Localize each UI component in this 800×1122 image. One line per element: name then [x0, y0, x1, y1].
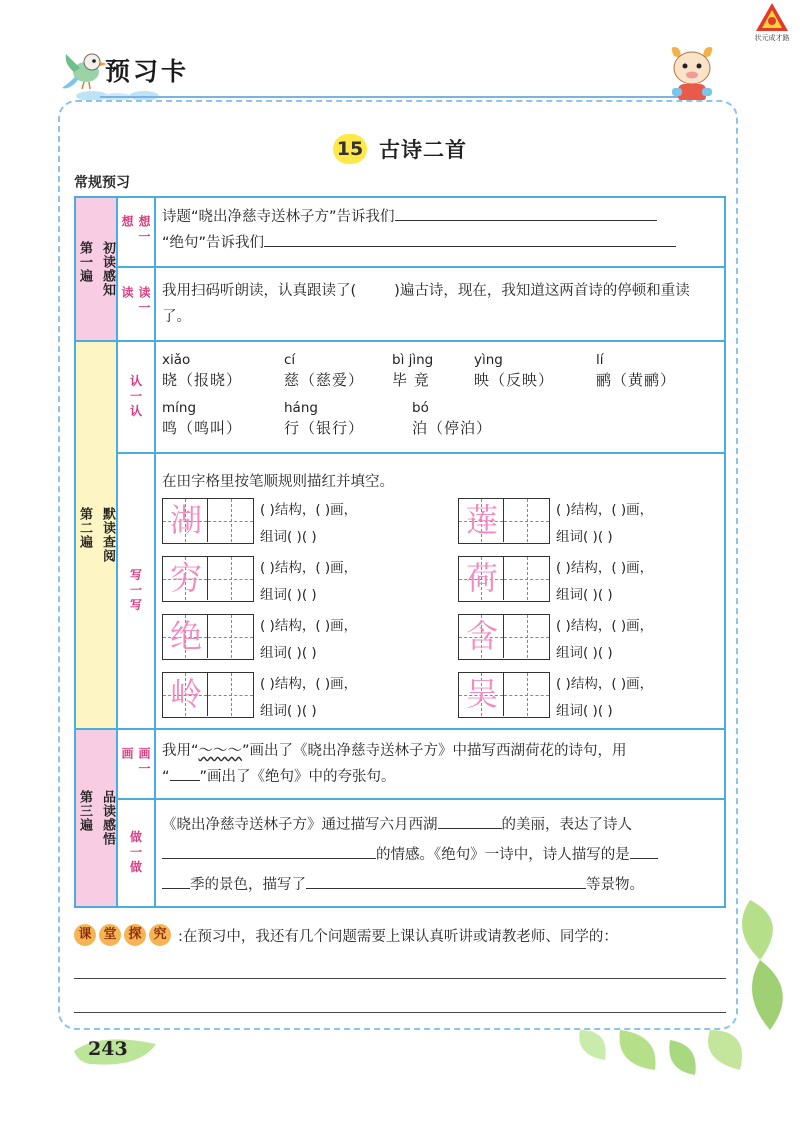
writing-block: [162, 614, 432, 668]
tianzige-grid[interactable]: [458, 672, 550, 718]
recognize-label-cell: [118, 342, 156, 452]
word-line[interactable]: 组词( )( ): [260, 645, 317, 661]
page-number: 243: [88, 1038, 128, 1060]
lesson-title: 古诗二首: [379, 138, 467, 162]
pinyin-row-1: [162, 350, 722, 398]
structure-strokes-line[interactable]: ( )结构，( )画，: [260, 502, 358, 518]
publisher-logo: [748, 2, 796, 46]
pass3-stage: [76, 730, 118, 906]
straight-line-mark: [170, 780, 200, 781]
inquiry-badge: 课: [74, 924, 96, 946]
write-label: 写一写: [128, 568, 143, 614]
tianzige-grid[interactable]: [162, 556, 254, 602]
inquiry-badge: 探: [124, 924, 146, 946]
section-label: 常规预习: [74, 175, 130, 191]
leaves-decoration: [560, 880, 800, 1080]
think-question-2: “绝句”告诉我们: [162, 235, 265, 251]
word-line[interactable]: 组词( )( ): [260, 703, 317, 719]
word-line[interactable]: 组词( )( ): [556, 529, 613, 545]
write-instruction: 在田字格里按笔顺规则描红并填空。: [162, 474, 394, 490]
tianzige-grid[interactable]: [162, 498, 254, 544]
lesson-heading: [0, 134, 800, 164]
pinyin-item: háng 行（银行）: [284, 400, 365, 437]
logo-text: 状元成才路: [754, 34, 790, 42]
pinyin-item: cí 慈（慈爱）: [284, 352, 365, 389]
think-question-1: 诗题“晓出净慈寺送林子方”告诉我们: [162, 209, 395, 225]
pinyin-item: lí 鹂（黄鹂）: [596, 352, 677, 389]
do-blank-5[interactable]: [306, 888, 586, 889]
draw-label-cell: [118, 730, 156, 798]
do-blank-2[interactable]: [162, 858, 376, 859]
writing-block: [162, 672, 432, 726]
trace-character: 莲: [465, 501, 498, 539]
trace-character: 穷: [169, 559, 202, 597]
think-content: [162, 204, 718, 256]
do-label-cell: [118, 800, 156, 906]
write-label-cell: [118, 454, 156, 728]
do-content: 《晓出净慈寺送林子方》通过描写六月西湖 的美丽，表达了诗人 的情感。《绝句》一诗中，诗人描写的是 季的景色，描写了 等景物。: [162, 810, 718, 900]
pinyin-item: bì jìng 毕 竟: [392, 352, 434, 389]
structure-strokes-line[interactable]: ( )结构，( )画，: [260, 560, 358, 576]
pass3-stage-label: 品读感悟: [100, 790, 115, 846]
pass2-stage-label: 默读查阅: [100, 507, 115, 563]
pinyin-grid: [162, 350, 722, 446]
think-answer-2[interactable]: [264, 246, 676, 247]
trace-character: 绝: [169, 617, 202, 655]
draw-content: 我用“～～～”画出了《晓出净慈寺送林子方》中描写西湖荷花的诗句，用 “ ”画出了《绝句》中的夸张句。: [162, 743, 627, 785]
do-label: 做一做: [128, 830, 143, 876]
read-text-a: 我用扫码听朗读，认真跟读了(: [162, 283, 357, 299]
mascot-icon: [662, 42, 722, 108]
structure-strokes-line[interactable]: ( )结构，( )画，: [556, 676, 654, 692]
inquiry-text: :在预习中，我还有几个问题需要上课认真听讲或请教老师、同学的：: [178, 928, 618, 945]
pinyin-item: xiǎo 晓（报晓）: [162, 352, 243, 389]
word-line[interactable]: 组词( )( ): [556, 703, 613, 719]
pass1-stage-label: 初读感知: [100, 241, 115, 297]
writing-block: [162, 556, 432, 610]
think-label: 想一想: [120, 215, 151, 245]
do-blank-3[interactable]: [630, 858, 658, 859]
pass2-row: [76, 340, 724, 728]
pass1-stage-number: 第一遍: [77, 241, 92, 283]
structure-strokes-line[interactable]: ( )结构，( )画，: [556, 618, 654, 634]
pinyin-item: míng 鸣（鸣叫）: [162, 400, 243, 437]
do-blank-1[interactable]: [438, 828, 502, 829]
lesson-number-badge: 15: [333, 134, 367, 164]
header-title: 预习卡: [105, 57, 190, 86]
writing-block: [458, 614, 728, 668]
triangle-logo-icon: [755, 2, 789, 32]
structure-strokes-line[interactable]: ( )结构，( )画，: [260, 676, 358, 692]
tianzige-grid[interactable]: [162, 614, 254, 660]
inquiry-badge: 堂: [99, 924, 121, 946]
structure-strokes-line[interactable]: ( )结构，( )画，: [556, 560, 654, 576]
writing-block: [458, 556, 728, 610]
do-blank-4[interactable]: [162, 888, 190, 889]
word-line[interactable]: 组词( )( ): [260, 587, 317, 603]
wavy-line-mark: ～～～: [198, 743, 243, 759]
tianzige-grid[interactable]: [458, 498, 550, 544]
pinyin-item: bó 泊（停泊）: [412, 400, 493, 437]
trace-character: 荷: [465, 559, 498, 597]
pass3-stage-number: 第三遍: [77, 790, 92, 832]
word-line[interactable]: 组词( )( ): [556, 645, 613, 661]
bird-icon: [60, 42, 110, 94]
pass1-row: [76, 198, 724, 340]
class-inquiry: [74, 924, 618, 946]
read-label-cell: [118, 268, 156, 340]
think-label-cell: [118, 198, 156, 266]
structure-strokes-line[interactable]: ( )结构，( )画，: [556, 502, 654, 518]
inquiry-badge: 究: [149, 924, 171, 946]
read-content: [162, 278, 718, 330]
word-line[interactable]: 组词( )( ): [556, 587, 613, 603]
trace-character: 含: [465, 617, 498, 655]
pass1-stage: [76, 198, 118, 340]
pass2-stage: [76, 342, 118, 728]
pass2-stage-number: 第二遍: [77, 507, 92, 549]
tianzige-grid[interactable]: [162, 672, 254, 718]
writing-block: [458, 498, 728, 552]
pinyin-item: yìng 映（反映）: [474, 352, 555, 389]
read-label: 读一读: [120, 286, 151, 316]
tianzige-grid[interactable]: [458, 556, 550, 602]
trace-character: 岭: [169, 675, 202, 713]
read-text-b: )遍古诗，现在，我知道这两首诗的停顿和重读了。: [162, 283, 690, 325]
writing-block: [162, 498, 432, 552]
tianzige-grid[interactable]: [458, 614, 550, 660]
preview-table: [74, 196, 726, 908]
pinyin-row-2: [162, 398, 722, 446]
word-line[interactable]: 组词( )( ): [260, 529, 317, 545]
trace-character: 湖: [169, 501, 202, 539]
draw-label: 画一画: [120, 747, 151, 777]
header-divider: [100, 96, 700, 98]
structure-strokes-line[interactable]: ( )结构，( )画，: [260, 618, 358, 634]
writing-block: [458, 672, 728, 726]
think-answer-1[interactable]: [395, 220, 657, 221]
recognize-label: 认一认: [128, 374, 143, 420]
trace-character: 吴: [465, 675, 498, 713]
